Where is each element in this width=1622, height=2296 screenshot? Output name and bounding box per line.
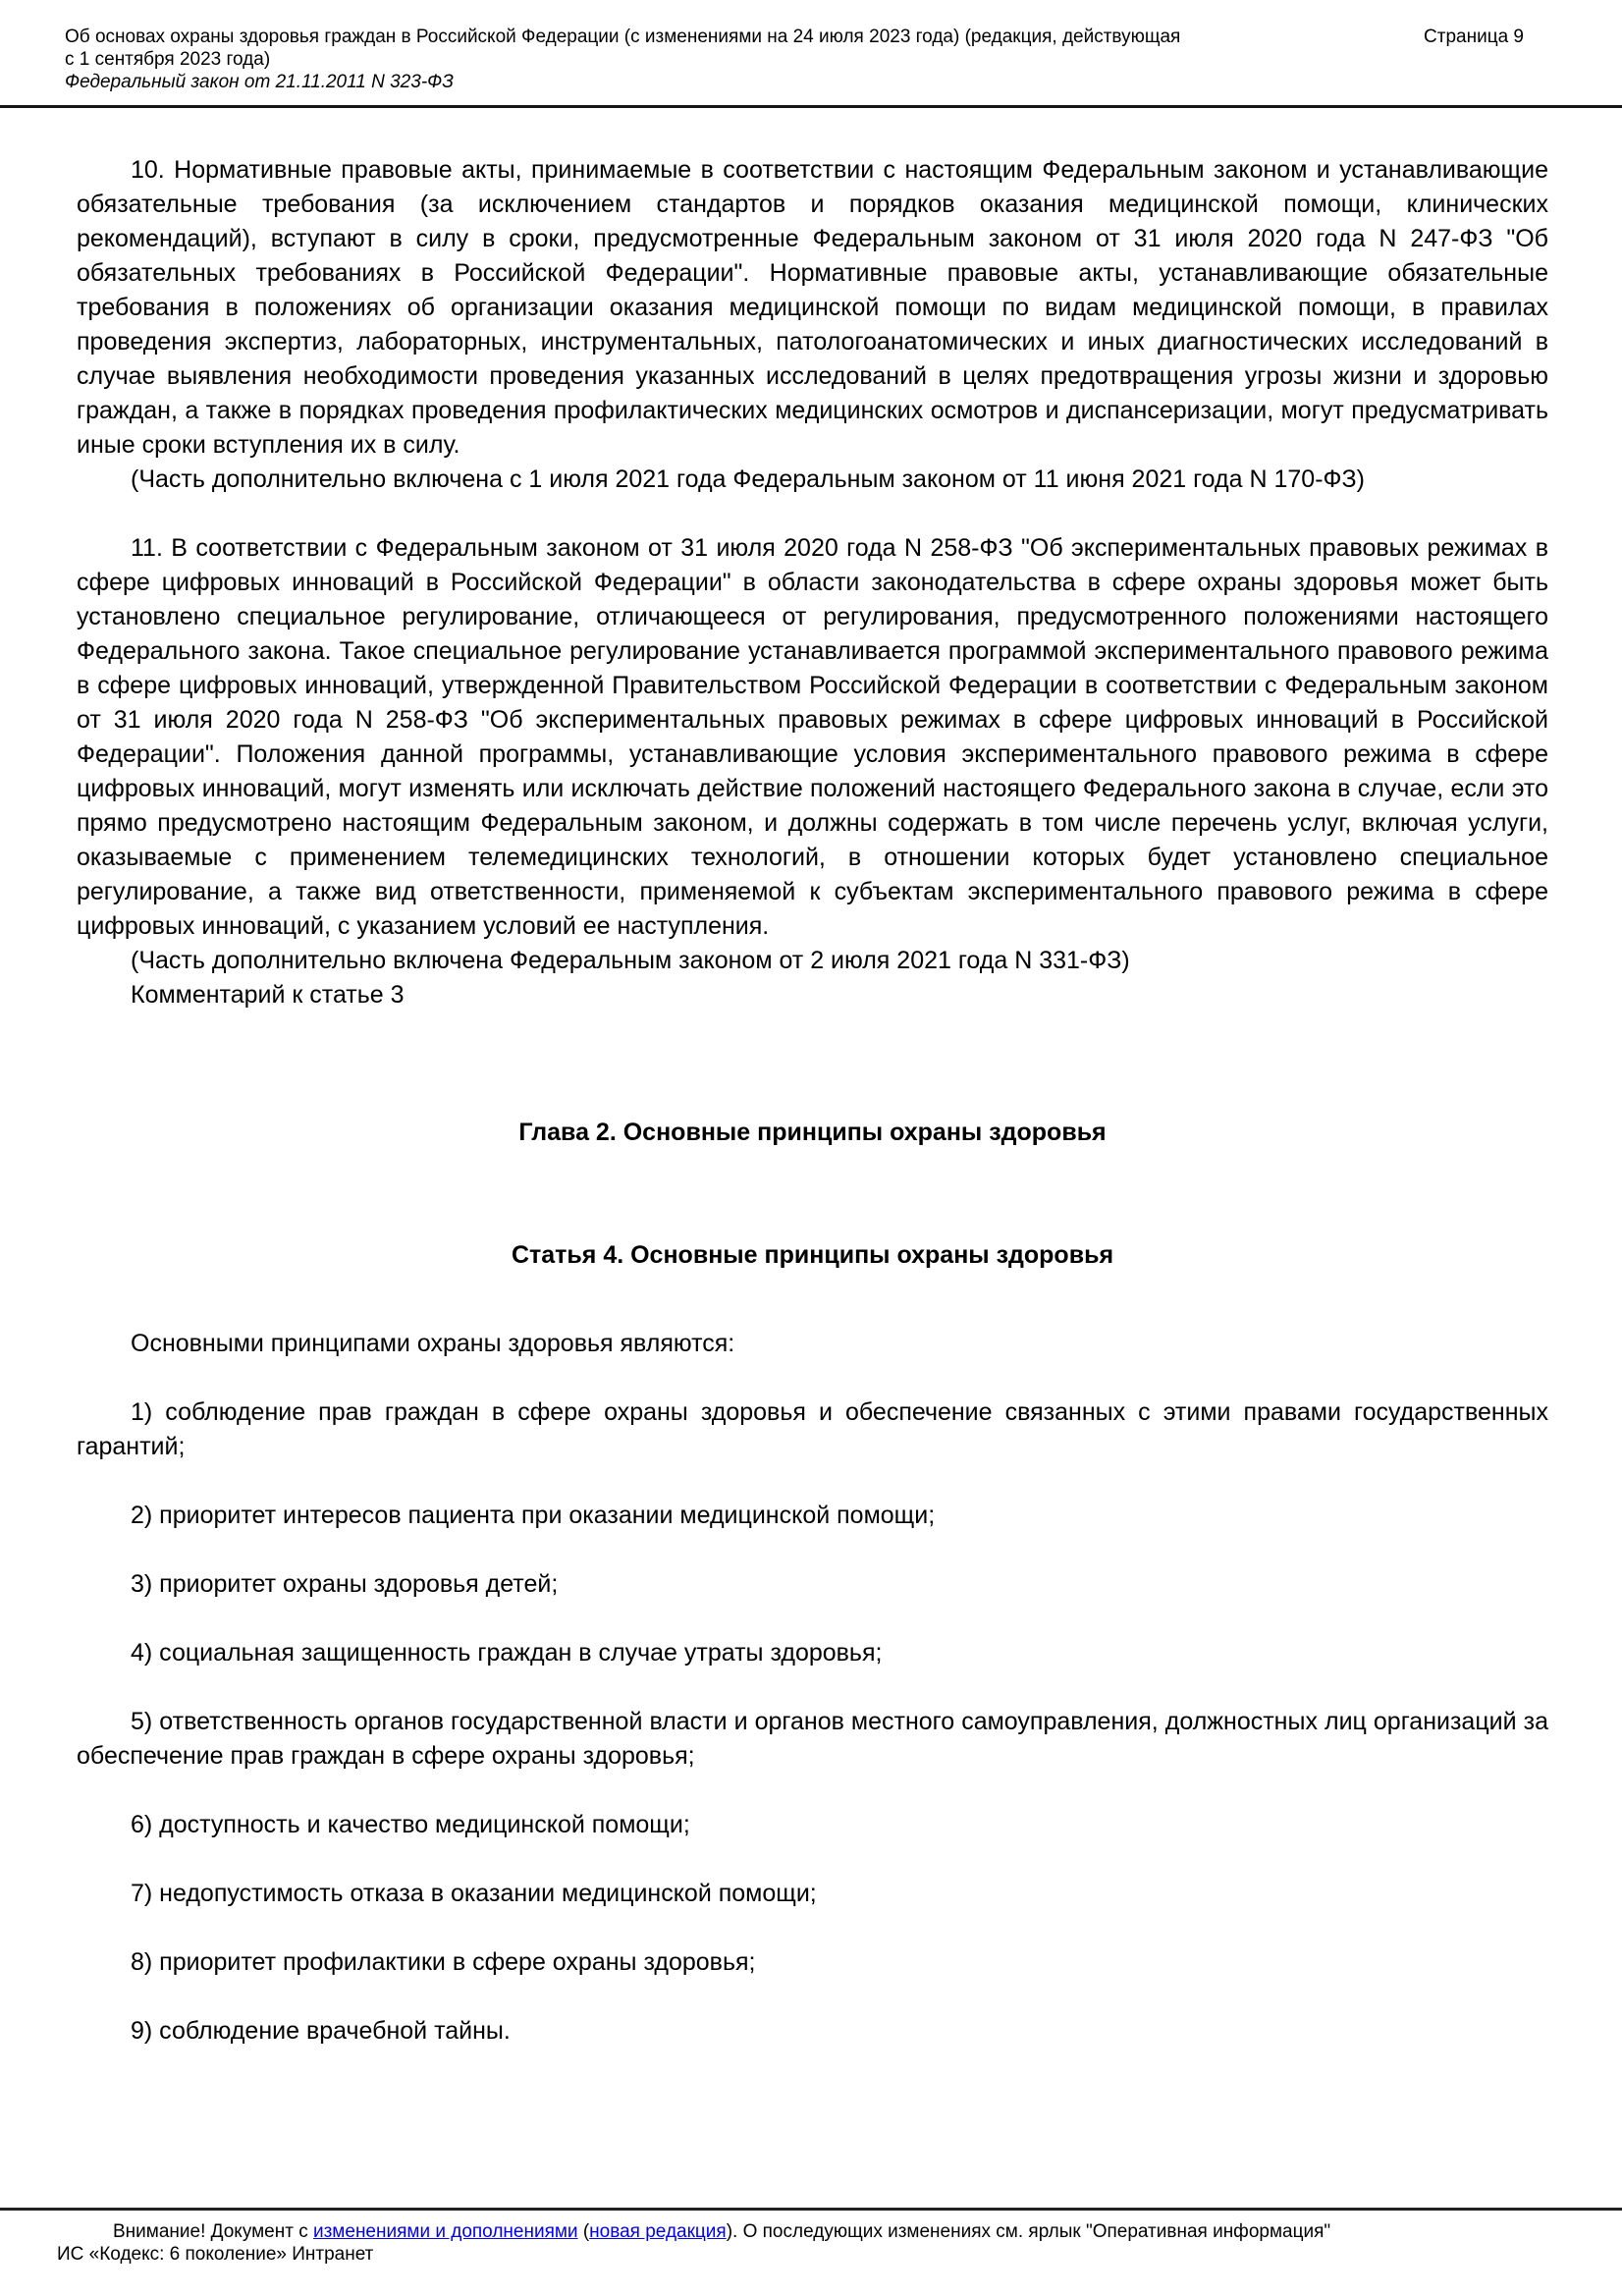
- footer-notice-prefix: Внимание! Документ с: [113, 2221, 313, 2242]
- amendments-link[interactable]: изменениями и дополнениями: [312, 2221, 578, 2242]
- principle-item-5: 5) ответственность органов государственной власти и органов местного самоуправления, должностных лиц организаций за обеспечение прав граждан в сфере охраны здоровья;: [77, 1708, 1548, 1770]
- principle-item-8: 8) приоритет профилактики в сфере охраны здоровья;: [131, 1948, 756, 1976]
- principle-item-3: 3) приоритет охраны здоровья детей;: [131, 1570, 559, 1598]
- system-name: ИС «Кодекс: 6 поколение» Интранет: [57, 2244, 374, 2265]
- principles-intro: Основными принципами охраны здоровья являются:: [131, 1330, 735, 1357]
- header-row: [65, 26, 1524, 71]
- paragraph-part-11: 11. В соответствии с Федеральным законом от 31 июля 2020 года N 258-ФЗ "Об экспериментальных правовых режимах в сфере цифровых инноваций в Российской Федерации" в области законодательства в сфере охраны здоровья может быть установлено специальное регулирование, отличающееся от регулирования, предусмотренного положениями настоящего Федерального закона. Такое специальное регулирование устанавливается программой экспериментального правового режима в сфере цифровых инноваций, утвержденной Правительством Российской Федерации в соответствии с Федеральным законом от 31 июля 2020 года N 258-ФЗ "Об экспериментальных правовых режимах в сфере цифровых инноваций в Российской Федерации". Положения данной программы, устанавливающие условия экспериментального правового режима в сфере цифровых инноваций, могут изменять или исключать действие положений настоящего Федерального закона в случае, если это прямо предусмотрено настоящим Федеральным законом, и должны содержать в том числе перечень услуг, включая услуги, оказываемые с применением телемедицинских технологий, в отношении которых будет установлено специальное регулирование, а также вид ответственности, применяемой к субъектам экспериментального правового режима в сфере цифровых инноваций, с указанием условий ее наступления.: [77, 534, 1548, 940]
- editorial-note-331fz: (Часть дополнительно включена Федеральным законом от 2 июля 2021 года N 331-ФЗ): [131, 947, 1130, 974]
- footer-notice: [57, 2220, 1548, 2243]
- principle-item-9: 9) соблюдение врачебной тайны.: [131, 2017, 511, 2045]
- page-number: Страница 9: [1424, 27, 1524, 47]
- commentary-reference: Комментарий к статье 3: [131, 981, 405, 1009]
- principle-item-1: 1) соблюдение прав граждан в сфере охраны здоровья и обеспечение связанных с этими правами государственных гарантий;: [77, 1398, 1548, 1460]
- principle-item-4: 4) социальная защищенность граждан в случае утраты здоровья;: [131, 1639, 883, 1667]
- principle-item-2: 2) приоритет интересов пациента при оказании медицинской помощи;: [131, 1502, 936, 1529]
- principle-item-6: 6) доступность и качество медицинской помощи;: [131, 1811, 690, 1838]
- document-title-line1: Об основах охраны здоровья граждан в Российской Федерации (с изменениями на 24 июля 2023 года) (редакция, действующая: [65, 27, 1181, 47]
- editorial-note-170fz: (Часть дополнительно включена с 1 июля 2021 года Федеральным законом от 11 июня 2021 года N 170-ФЗ): [131, 465, 1365, 493]
- article-4-heading: Статья 4. Основные принципы охраны здоровья: [511, 1241, 1114, 1269]
- document-body: [0, 108, 1622, 2049]
- new-edition-link[interactable]: новая редакция: [589, 2221, 727, 2242]
- document-subtitle: Федеральный закон от 21.11.2011 N 323-ФЗ: [65, 72, 454, 92]
- footer-text: [0, 2211, 1622, 2266]
- page-header: [0, 0, 1622, 108]
- chapter-2-heading: Глава 2. Основные принципы охраны здоровья: [518, 1119, 1107, 1146]
- footer-notice-middle: (: [577, 2221, 590, 2242]
- paragraph-part-10: 10. Нормативные правовые акты, принимаемые в соответствии с настоящим Федеральным законом и устанавливающие обязательные требования (за исключением стандартов и порядков оказания медицинской помощи, клинических рекомендаций), вступают в силу в сроки, предусмотренные Федеральным законом от 31 июля 2020 года N 247-ФЗ "Об обязательных требованиях в Российской Федерации". Нормативные правовые акты, устанавливающие обязательные требования в положениях об организации оказания медицинской помощи по видам медицинской помощи, в правилах проведения экспертиз, лабораторных, инструментальных, патологоанатомических и иных диагностических исследований в случае выявления необходимости проведения указанных исследований в целях предотвращения угрозы жизни и здоровью граждан, а также в порядках проведения профилактических медицинских осмотров и диспансеризации, могут предусматривать иные сроки вступления их в силу.: [77, 156, 1548, 459]
- document-title-line2: с 1 сентября 2023 года): [65, 49, 271, 70]
- document-title: [65, 26, 1180, 71]
- footer-notice-suffix: ). О последующих изменениях см. ярлык "Оперативная информация": [726, 2221, 1331, 2242]
- principle-item-7: 7) недопустимость отказа в оказании медицинской помощи;: [131, 1880, 817, 1907]
- page-footer: [0, 2208, 1622, 2266]
